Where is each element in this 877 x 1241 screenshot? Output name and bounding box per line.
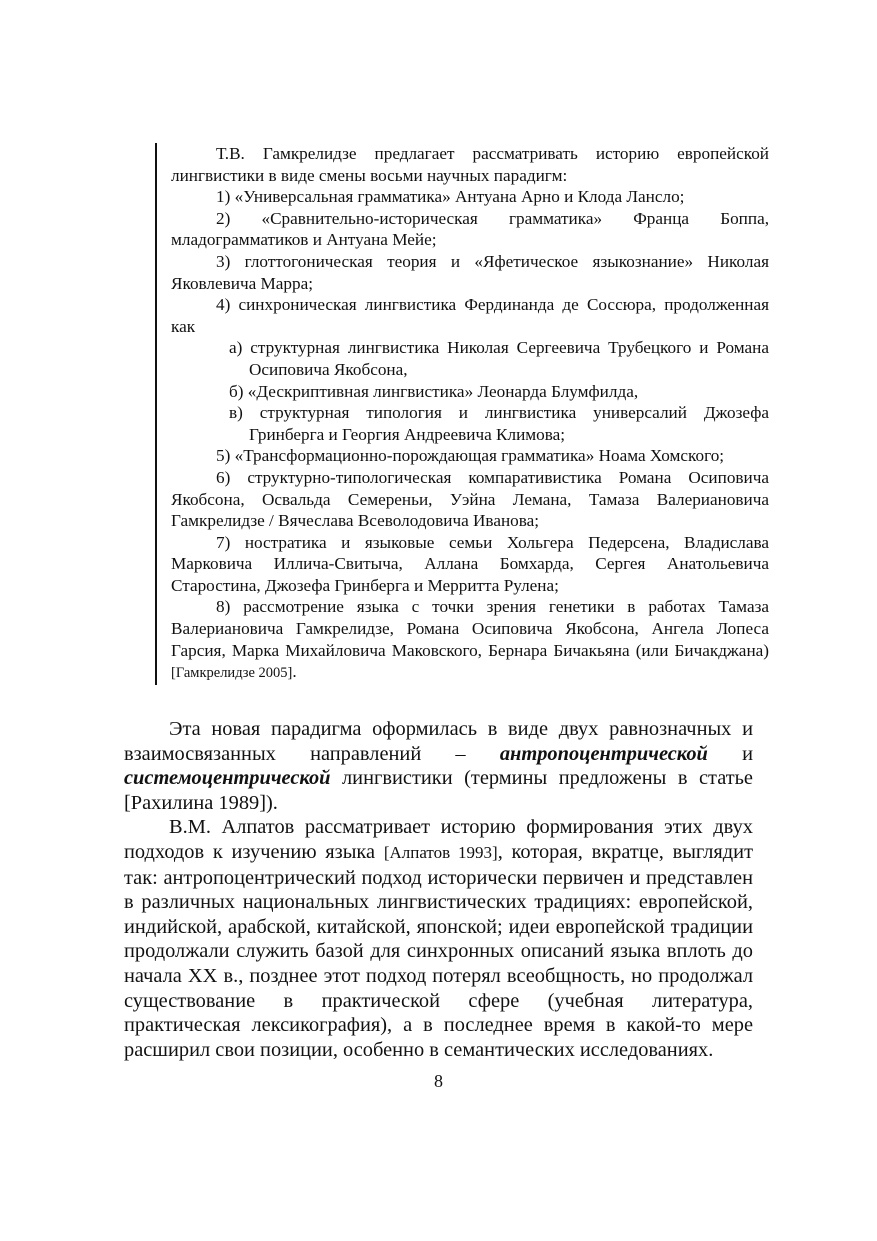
paragraph-1-text-a: Эта новая парадигма оформилась в виде двух равнозначных и взаимосвязанных направлений – <box>124 718 753 765</box>
paradigm-quote-block <box>155 143 769 685</box>
paradigm-item-4: 4) синхроническая лингвистика Фердинанда де Соссюра, продолженная как <box>171 295 769 336</box>
paradigm-item-3: 3) глоттогоническая теория и «Яфетическое языкознание» Николая Яковлевича Марра; <box>171 251 769 293</box>
paragraph-2 <box>124 815 753 1062</box>
paradigm-item-7: 7) ностратика и языковые семьи Хольгера Педерсена, Владислава Марковича Иллича-Свитыча, Аллана Бомхарда, Сергея Анатольевича Старостина, Джозефа Гринберга и Мерритта Рулена; <box>171 532 769 595</box>
paradigm-item-5: 5) «Трансформационно-порождающая грамматика» Ноама Хомского; <box>216 446 725 466</box>
paradigm-item-8 <box>171 596 769 684</box>
paragraph-2-text-b: , которая, вкратце, выглядит так: антропоцентрический подход исторически первичен и представлен в различных национальных лингвистических традициях: европейской, индийской, арабской, китайской, японской; идеи европейской традиции продолжали служить базой для синхронных описаний языка вплоть до начала XX в., позднее этот подход потерял всеобщность, но продолжал существование в практической сфере (учебная литература, практическая лексикография), а в последнее время в какой-то мере расширил свои позиции, особенно в семантических исследованиях. <box>124 840 753 1061</box>
paradigm-item-4a: а) структурная лингвистика Николая Сергеевича Трубецкого и Романа Осиповича Якобсона, <box>229 338 769 379</box>
paradigm-item-6: 6) структурно-типологическая компаративистика Романа Осиповича Якобсона, Освальда Семереньи, Уэйна Лемана, Тамаза Валериановича Гамкрелидзе / Вячеслава Всеволодовича Иванова; <box>171 467 769 531</box>
paradigm-item-4c: в) структурная типология и лингвистика универсалий Джозефа Гринберга и Георгия Андреевича Климова; <box>229 403 769 444</box>
paradigm-item-2: 2) «Сравнительно-историческая грамматика» Франца Боппа, младограмматиков и Антуана Мейе; <box>171 208 769 250</box>
paradigm-item-4b: б) «Дескриптивная лингвистика» Леонарда Блумфилда, <box>229 381 639 401</box>
paragraph-1 <box>124 717 753 815</box>
term-systemocentric: системоцентрической <box>124 767 331 790</box>
paragraph-1-text-c: лингвистики (термины предложены в статье [Рахилина 1989]). <box>124 767 753 814</box>
paradigm-item-8-text: 8) рассмотрение языка с точки зрения генетики в работах Тамаза Валериановича Гамкрелидзе, Романа Осиповича Якобсона, Ангела Лопеса Гарсия, Марка Михайловича Маковского, Бернара Бичакьяна (или Бичакджана) <box>171 597 769 660</box>
citation-alpatov: [Алпатов 1993] <box>383 842 498 862</box>
citation-gamkrelidze: [Гамкрелидзе 2005] <box>171 665 293 682</box>
term-anthropocentric: антропоцентрической <box>499 742 708 765</box>
paradigm-item-1: 1) «Универсальная грамматика» Антуана Арно и Клода Лансло; <box>216 187 685 207</box>
quote-intro: Т.В. Гамкрелидзе предлагает рассматривать историю европейской лингвистики в виде смены восьми научных парадигм: <box>171 144 769 185</box>
paragraph-1-text-b: и <box>707 742 754 765</box>
paragraph-2-text-a: В.М. Алпатов рассматривает историю формирования этих двух подходов к изучению языка <box>124 816 753 863</box>
paradigm-item-8-end: . <box>292 662 297 682</box>
main-text <box>124 717 753 1062</box>
page-number: 8 <box>434 1071 443 1091</box>
